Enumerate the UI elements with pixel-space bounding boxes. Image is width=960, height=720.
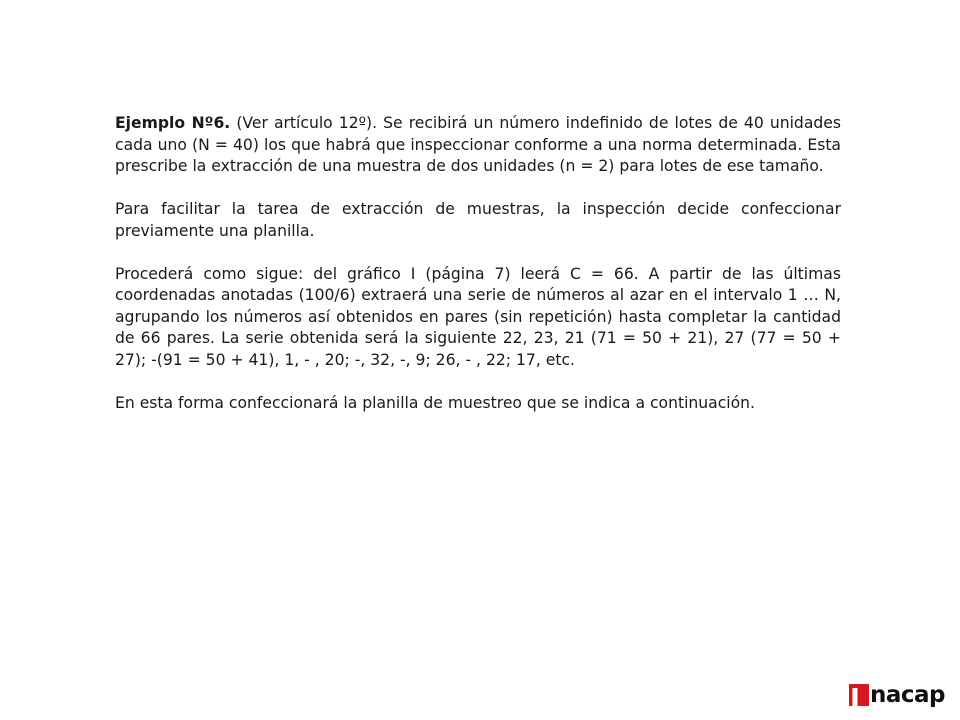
- paragraph-conclusion: En esta forma confeccionará la planilla de muestreo que se indica a continuación.: [115, 393, 756, 412]
- paragraph-example: [115, 113, 841, 178]
- inacap-mark-icon: [849, 684, 869, 706]
- inacap-logo: [849, 682, 945, 708]
- example-heading: Ejemplo Nº6.: [115, 114, 231, 132]
- example-text: (Ver artículo 12º). Se recibirá un número indefinido de lotes de 40 unidades cada uno (N = 40) los que habrá que inspeccionar conforme a una norma determinada. Esta prescribe la extracción de una muestra de dos unidades (n = 2) para lotes de ese tamaño.: [115, 114, 842, 175]
- document-body: [115, 113, 841, 414]
- paragraph-procedure: Procederá como sigue: del gráfico I (página 7) leerá C = 66. A partir de las últimas coordenadas anotadas (100/6) extraerá una serie de números al azar en el intervalo 1 … N, agrupando los números así obtenidos en pares (sin repetición) hasta completar la cantidad de 66 pares. La serie obtenida será la siguiente 22, 23, 21 (71 = 50 + 21), 27 (77 = 50 + 27); -(91 = 50 + 41), 1, - , 20; -, 32, -, 9; 26, - , 22; 17, etc.: [115, 264, 841, 369]
- paragraph-sampling-task: Para facilitar la tarea de extracción de muestras, la inspección decide confeccionar previamente una planilla.: [115, 200, 841, 240]
- logo-wordmark: nacap: [870, 682, 946, 708]
